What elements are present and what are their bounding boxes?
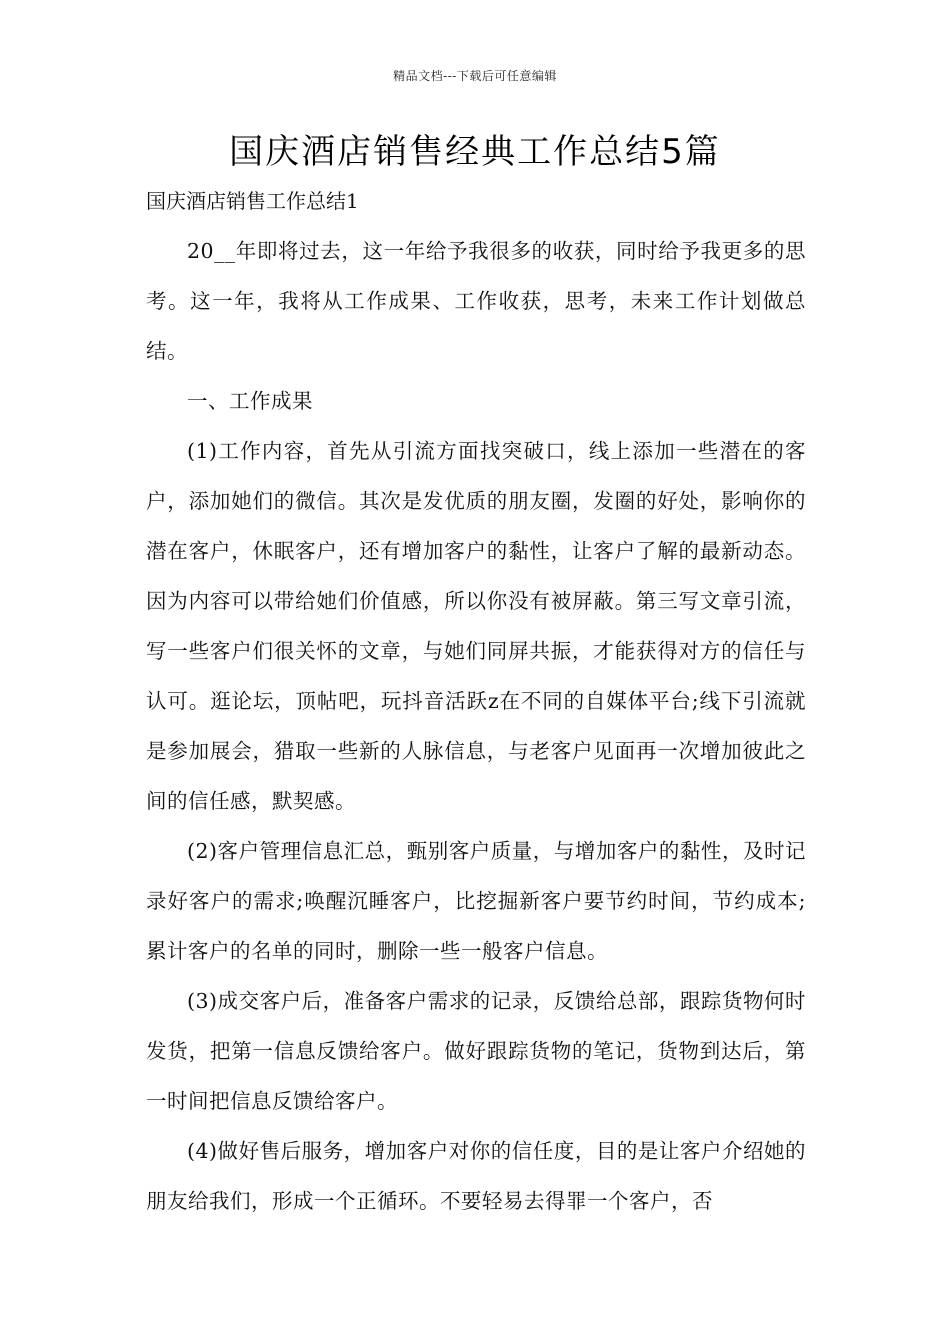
paragraph: (4)做好售后服务，增加客户对你的信任度，目的是让客户介绍她的朋友给我们，形成一个正循环。不要轻易去得罪一个客户，否 xyxy=(146,1139,806,1213)
paragraph: 20__年即将过去，这一年给予我很多的收获，同时给予我更多的思考。这一年，我将从工作成果、工作收获，思考，未来工作计划做总结。 xyxy=(146,239,806,363)
paragraph: (1)工作内容，首先从引流方面找突破口，线上添加一些潜在的客户，添加她们的微信。其次是发优质的朋友圈，发圈的好处，影响你的潜在客户，休眠客户，还有增加客户的黏性，让客户了解的最新动态。因为内容可以带给她们价值感，所以你没有被屏蔽。第三写文章引流，写一些客户们很关怀的文章，与她们同屏共振，才能获得对方的信任与认可。逛论坛，顶帖吧，玩抖音活跃z在不同的自媒体平台;线下引流就是参加展会，猎取一些新的人脉信息，与老客户见面再一次增加彼此之间的信任感，默契感。 xyxy=(146,439,806,813)
page-header: 精品文档---下载后可任意编辑 xyxy=(393,69,557,83)
document-title: 国庆酒店销售经典工作总结5篇 xyxy=(229,132,721,172)
paragraph: (2)客户管理信息汇总，甄别客户质量，与增加客户的黏性，及时记录好客户的需求;唤醒沉睡客户，比挖掘新客户要节约时间，节约成本;累计客户的名单的同时，删除一些一般客户信息。 xyxy=(146,839,806,963)
section-heading: 一、工作成果 xyxy=(187,389,313,413)
document-body xyxy=(146,226,806,1226)
section-subtitle: 国庆酒店销售工作总结1 xyxy=(146,189,359,213)
paragraph: (3)成交客户后，准备客户需求的记录，反馈给总部，跟踪货物何时发货，把第一信息反馈给客户。做好跟踪货物的笔记，货物到达后，第一时间把信息反馈给客户。 xyxy=(146,989,806,1113)
